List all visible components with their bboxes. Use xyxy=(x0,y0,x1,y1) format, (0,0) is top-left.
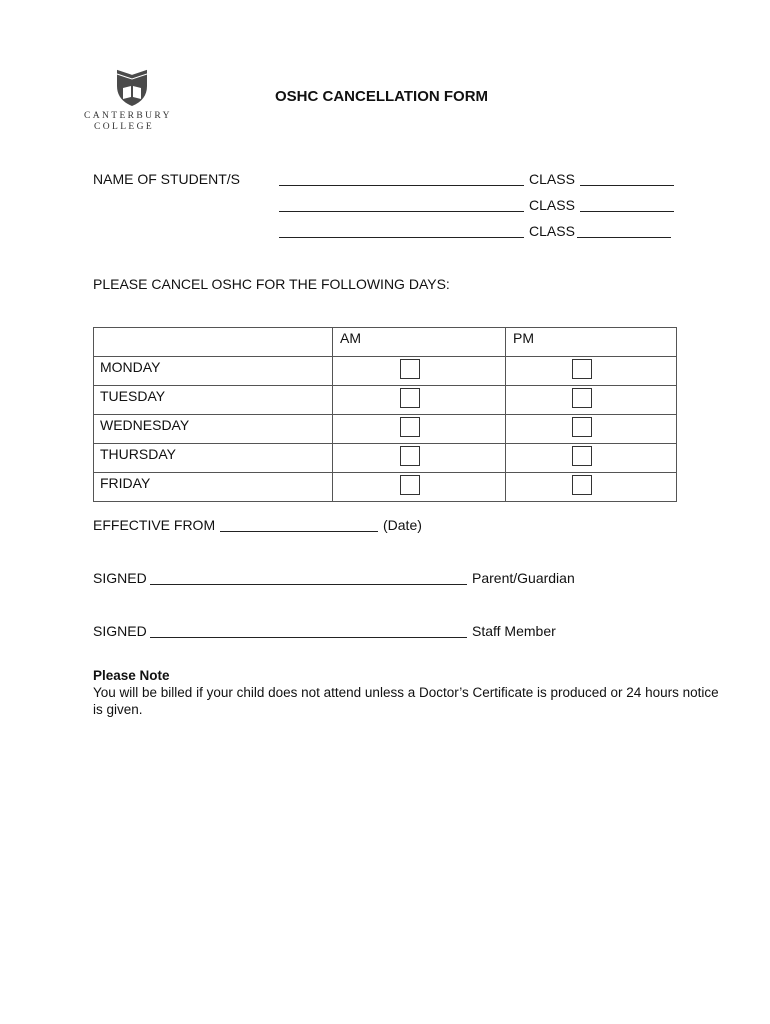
day-label-monday: MONDAY xyxy=(94,357,333,386)
form-title: OSHC CANCELLATION FORM xyxy=(275,88,489,105)
day-label-thursday: THURSDAY xyxy=(94,444,333,473)
days-table xyxy=(93,327,677,502)
pm-header-label: PM xyxy=(513,330,534,346)
table-row xyxy=(94,473,677,502)
class-field-2[interactable] xyxy=(580,211,674,212)
note-text: You will be billed if your child does not attend unless a Doctor’s Certificate is produced or 24 hours notice is given. xyxy=(93,685,719,717)
table-header-row xyxy=(94,328,677,357)
days-instruction: PLEASE CANCEL OSHC FOR THE FOLLOWING DAYS: xyxy=(93,276,450,292)
thursday-pm-checkbox[interactable] xyxy=(572,446,592,466)
note-heading: Please Note xyxy=(93,668,170,683)
signed-label-parent: SIGNED xyxy=(93,570,147,586)
friday-pm-checkbox[interactable] xyxy=(572,475,592,495)
wednesday-am-checkbox[interactable] xyxy=(400,417,420,437)
effective-date-suffix: (Date) xyxy=(383,517,422,533)
signed-label-staff: SIGNED xyxy=(93,623,147,639)
table-row xyxy=(94,386,677,415)
student-name-field-2[interactable] xyxy=(279,211,524,212)
thursday-am-checkbox[interactable] xyxy=(400,446,420,466)
class-label-2: CLASS xyxy=(529,197,575,213)
class-field-3[interactable] xyxy=(577,237,671,238)
parent-signature-field[interactable] xyxy=(150,584,467,585)
tuesday-am-checkbox[interactable] xyxy=(400,388,420,408)
college-crest-icon xyxy=(114,66,150,108)
logo-name-line1: CANTERBURY xyxy=(84,111,172,121)
pm-column-header xyxy=(506,328,677,357)
logo-name-line2: COLLEGE xyxy=(94,122,155,132)
day-label-tuesday: TUESDAY xyxy=(94,386,333,415)
table-row xyxy=(94,357,677,386)
am-column-header xyxy=(333,328,506,357)
tuesday-pm-checkbox[interactable] xyxy=(572,388,592,408)
staff-member-label: Staff Member xyxy=(472,623,556,639)
class-label-1: CLASS xyxy=(529,171,575,187)
day-label-friday: FRIDAY xyxy=(94,473,333,502)
class-label-3: CLASS xyxy=(529,223,575,239)
monday-pm-checkbox[interactable] xyxy=(572,359,592,379)
student-name-label: NAME OF STUDENT/S xyxy=(93,171,241,187)
student-name-field-3[interactable] xyxy=(279,237,524,238)
table-row xyxy=(94,444,677,473)
monday-am-checkbox[interactable] xyxy=(400,359,420,379)
table-header-empty xyxy=(94,328,333,357)
effective-from-label: EFFECTIVE FROM xyxy=(93,517,216,533)
day-label-wednesday: WEDNESDAY xyxy=(94,415,333,444)
staff-signature-field[interactable] xyxy=(150,637,467,638)
am-header-label: AM xyxy=(340,330,361,346)
friday-am-checkbox[interactable] xyxy=(400,475,420,495)
wednesday-pm-checkbox[interactable] xyxy=(572,417,592,437)
effective-date-field[interactable] xyxy=(220,531,378,532)
parent-guardian-label: Parent/Guardian xyxy=(472,570,575,586)
class-field-1[interactable] xyxy=(580,185,674,186)
student-name-field-1[interactable] xyxy=(279,185,524,186)
table-row xyxy=(94,415,677,444)
